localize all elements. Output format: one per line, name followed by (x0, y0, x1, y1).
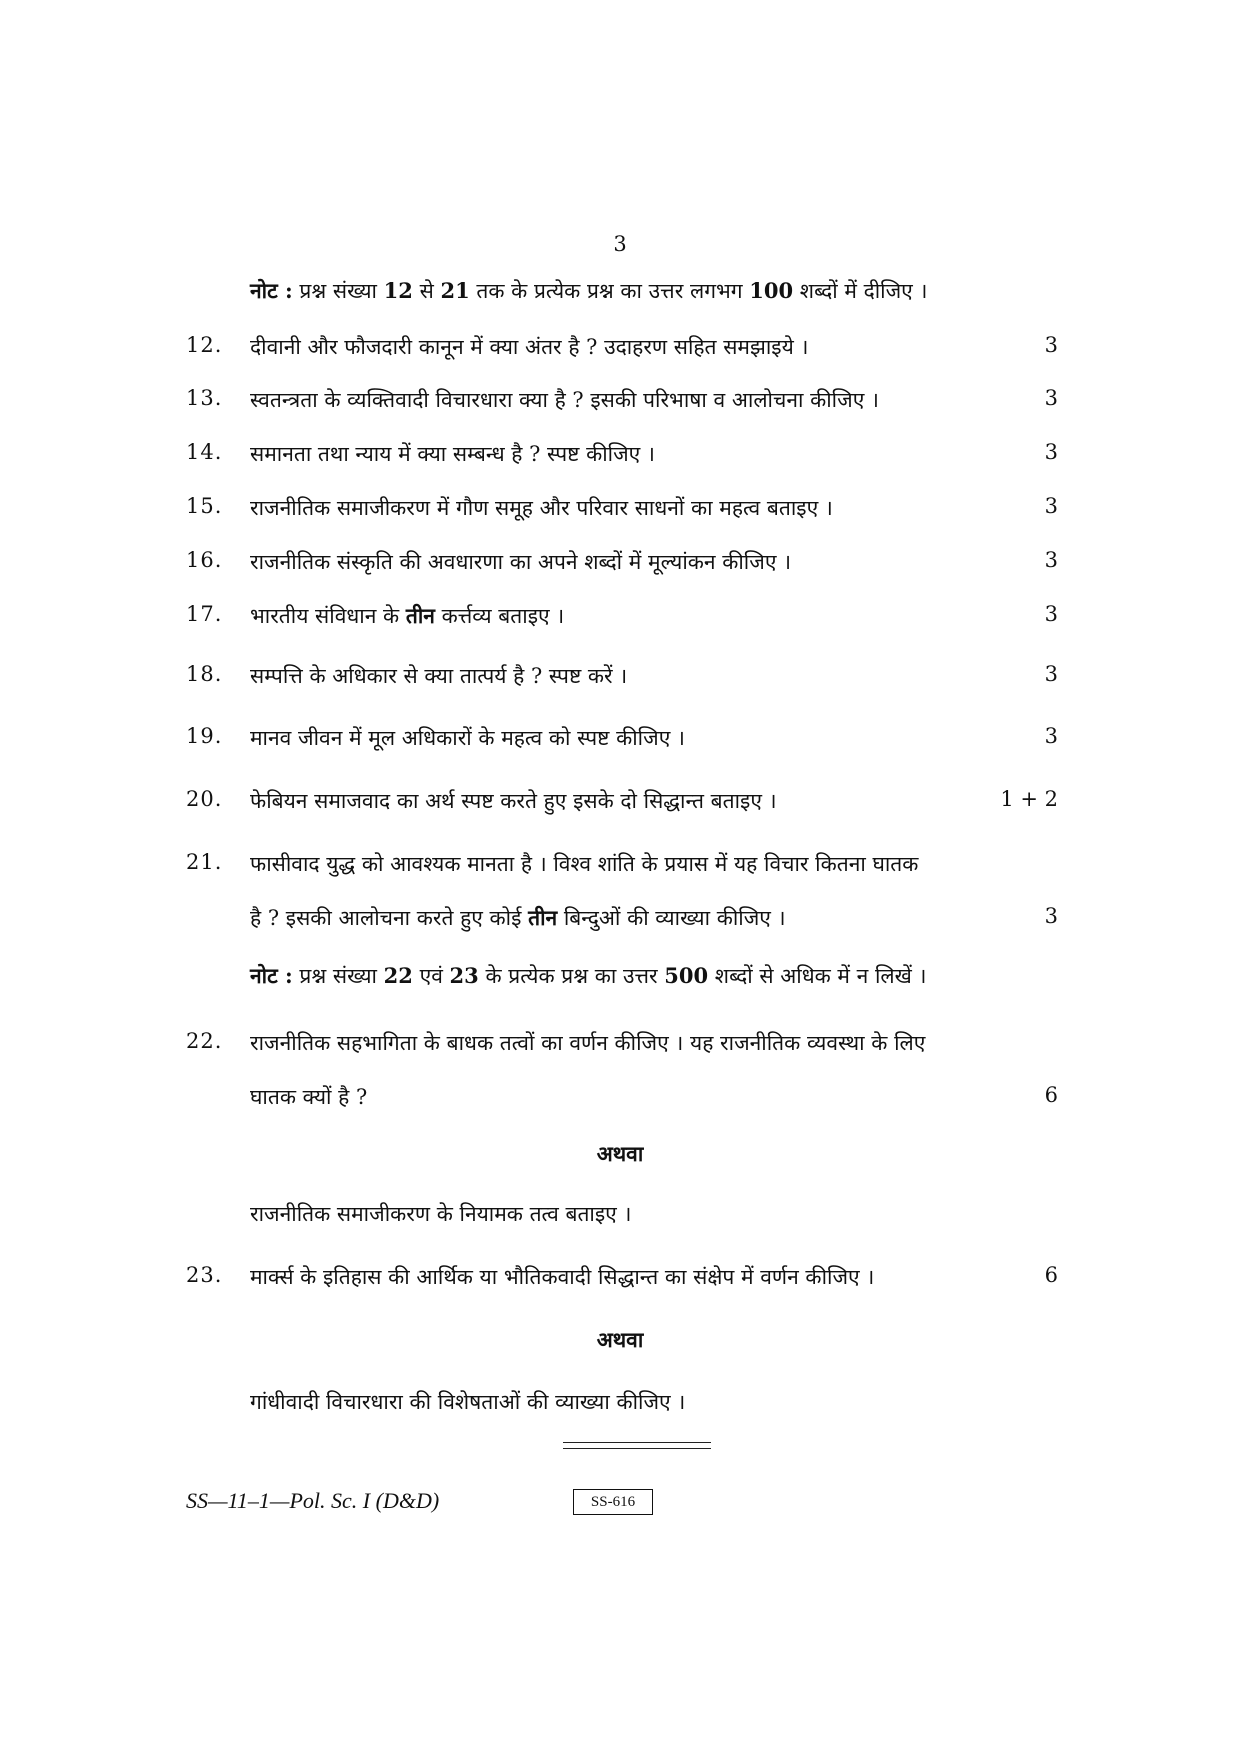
question-number: 19. (186, 724, 223, 748)
question-marks: 3 (1044, 904, 1058, 928)
question-text (250, 602, 564, 630)
question-marks: 6 (1044, 1263, 1058, 1287)
question-text: फेबियन समाजवाद का अर्थ स्पष्ट करते हुए इसके दो सिद्धान्त बताइए । (250, 789, 777, 813)
alternate-question-text: गांधीवादी विचारधारा की विशेषताओं की व्याख्या कीजिए । (250, 1390, 686, 1414)
question-text-bold: तीन (528, 905, 558, 930)
note-number: 100 (749, 278, 794, 303)
question-number: 12. (186, 333, 223, 357)
question-marks: 3 (1044, 662, 1058, 686)
question-number: 13. (186, 386, 223, 410)
paper-code: SS—11–1—Pol. Sc. I (D&D) (186, 1488, 440, 1513)
question-marks: 3 (1044, 602, 1058, 626)
question-marks: 3 (1044, 724, 1058, 748)
note-2 (250, 962, 1050, 990)
page-number: 3 (613, 232, 627, 256)
note-text: से (412, 279, 441, 303)
note-text: प्रश्न संख्या (292, 279, 384, 303)
or-label: अथवा (596, 1141, 644, 1166)
question-number: 23. (186, 1263, 223, 1287)
note-text: शब्दों से अधिक में न लिखें । (708, 964, 927, 988)
question-marks: 3 (1044, 548, 1058, 572)
note-number: 22 (383, 963, 413, 988)
question-number: 14. (186, 440, 223, 464)
question-marks: 3 (1044, 440, 1058, 464)
note-text: प्रश्न संख्या (292, 964, 384, 988)
or-label: अथवा (596, 1327, 644, 1352)
question-text: स्वतन्त्रता के व्यक्तिवादी विचारधारा क्या है ? इसकी परिभाषा व आलोचना कीजिए । (250, 388, 879, 412)
question-text-part: है ? इसकी आलोचना करते हुए कोई (250, 906, 529, 930)
question-text: सम्पत्ति के अधिकार से क्या तात्पर्य है ? स्पष्ट करें । (250, 664, 628, 688)
question-text: राजनीतिक समाजीकरण में गौण समूह और परिवार साधनों का महत्व बताइए । (250, 496, 833, 520)
question-marks: 1 + 2 (1000, 787, 1058, 811)
question-text-line2: घातक क्यों है ? (250, 1085, 368, 1109)
question-marks: 3 (1044, 494, 1058, 518)
note-1 (250, 277, 1050, 305)
note-number: 500 (664, 963, 709, 988)
question-text: फासीवाद युद्ध को आवश्यक मानता है । विश्व शांति के प्रयास में यह विचार कितना घातक (250, 852, 919, 876)
note-text: तक के प्रत्येक प्रश्न का उत्तर लगभग (469, 279, 750, 303)
question-text-part: कर्त्तव्य बताइए । (434, 604, 565, 628)
question-text: मार्क्स के इतिहास की आर्थिक या भौतिकवादी सिद्धान्त का संक्षेप में वर्णन कीजिए । (250, 1265, 875, 1289)
note-text: एवं (412, 964, 450, 988)
alternate-question-text: राजनीतिक समाजीकरण के नियामक तत्व बताइए । (250, 1202, 632, 1226)
question-number: 17. (186, 602, 223, 626)
question-number: 18. (186, 662, 223, 686)
question-marks: 6 (1044, 1083, 1058, 1107)
question-text: दीवानी और फौजदारी कानून में क्या अंतर है ? उदाहरण सहित समझाइये । (250, 335, 809, 359)
question-text: राजनीतिक सहभागिता के बाधक तत्वों का वर्णन कीजिए । यह राजनीतिक व्यवस्था के लिए (250, 1031, 926, 1055)
question-text: राजनीतिक संस्कृति की अवधारणा का अपने शब्दों में मूल्यांकन कीजिए । (250, 550, 792, 574)
question-marks: 3 (1044, 386, 1058, 410)
question-marks: 3 (1044, 333, 1058, 357)
note-number: 12 (383, 278, 413, 303)
note-number: 23 (449, 963, 479, 988)
note-number: 21 (440, 278, 470, 303)
question-text: मानव जीवन में मूल अधिकारों के महत्व को स्पष्ट कीजिए । (250, 726, 685, 750)
question-number: 20. (186, 787, 223, 811)
note-text: शब्दों में दीजिए । (793, 279, 928, 303)
paper-serial-box: SS-616 (573, 1489, 653, 1515)
question-number: 15. (186, 494, 223, 518)
question-number: 21. (186, 850, 223, 874)
note-label: नोट : (250, 963, 293, 988)
question-text-part: भारतीय संविधान के (250, 604, 406, 628)
end-divider (563, 1442, 711, 1449)
question-text-line2 (250, 904, 786, 932)
question-number: 16. (186, 548, 223, 572)
question-text-part: बिन्दुओं की व्याख्या कीजिए । (557, 906, 786, 930)
question-text-bold: तीन (405, 603, 435, 628)
note-text: के प्रत्येक प्रश्न का उत्तर (478, 964, 665, 988)
question-number: 22. (186, 1029, 223, 1053)
note-label: नोट : (250, 278, 293, 303)
question-text: समानता तथा न्याय में क्या सम्बन्ध है ? स्पष्ट कीजिए । (250, 442, 655, 466)
